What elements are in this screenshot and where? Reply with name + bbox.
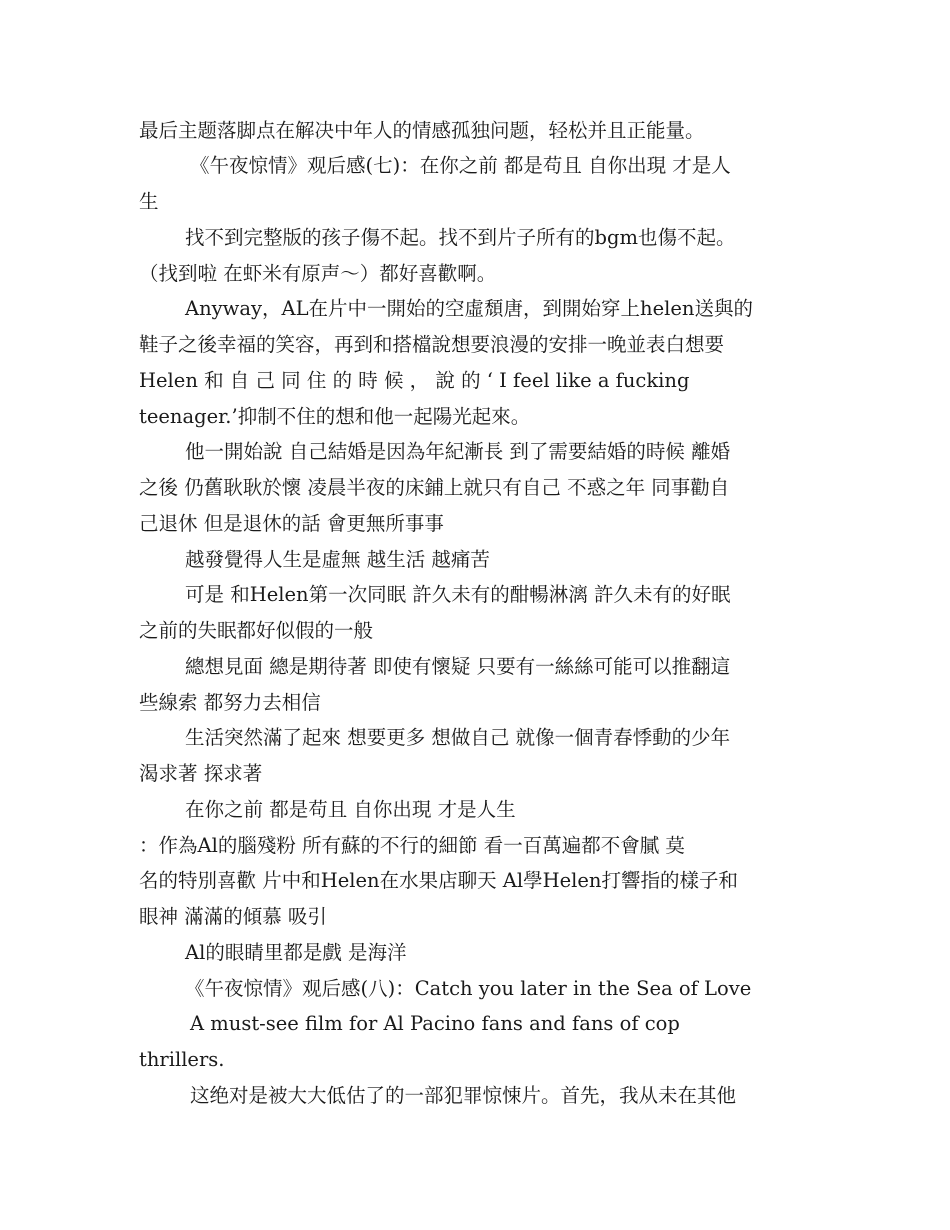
text-line: 他一開始說 自己結婚是因為年紀漸長 到了需要結婚的時候 離婚 [185, 440, 731, 463]
text-line: 之後 仍舊耿耿於懷 凌晨半夜的床鋪上就只有自己 不惑之年 同事勸自 [139, 476, 730, 499]
section-heading-seven: 《午夜惊情》观后感(七)：在你之前 都是苟且 自你出現 才是人 [190, 154, 731, 177]
text-line: 名的特別喜歡 片中和Helen在水果店聊天 Al學Helen打響指的樣子和 [139, 869, 738, 892]
text-line: 最后主题落脚点在解决中年人的情感孤独问题，轻松并且正能量。 [139, 119, 705, 142]
text-line: A must-see film for Al Pacino fans and fans of cop [190, 1012, 680, 1035]
text-line: 越發覺得人生是虛無 越生活 越痛苦 [185, 548, 490, 571]
text-line: 總想見面 總是期待著 即使有懷疑 只要有一絲絲可能可以推翻這 [185, 655, 731, 678]
text-line: （找到啦 在虾米有原声～）都好喜歡啊。 [139, 262, 497, 285]
text-line: 可是 和Helen第一次同眠 許久未有的酣暢淋漓 許久未有的好眠 [185, 583, 731, 606]
text-line: 己退休 但是退休的話 會更無所事事 [139, 512, 444, 535]
text-line: 眼神 滿滿的傾慕 吸引 [139, 905, 327, 928]
text-line: 鞋子之後幸福的笑容，再到和搭檔說想要浪漫的安排一晚並表白想要 [139, 333, 725, 356]
text-line: 生活突然滿了起來 想要更多 想做自己 就像一個青春悸動的少年 [185, 726, 731, 749]
text-line: 生 [139, 190, 159, 213]
text-line: 这绝对是被大大低估了的一部犯罪惊悚片。首先，我从未在其他 [190, 1084, 737, 1107]
text-line: 些線索 都努力去相信 [139, 691, 321, 714]
text-line: 渴求著 探求著 [139, 762, 263, 785]
text-line: Helen 和 自 己 同 住 的 時 候 ， 說 的 ‘ I feel like a fucking [139, 369, 690, 392]
text-line: 之前的失眠都好似假的一般 [139, 619, 374, 642]
section-heading-eight: 《午夜惊情》观后感(八)：Catch you later in the Sea of Love [185, 977, 752, 1000]
text-line: Al的眼睛里都是戲 是海洋 [185, 941, 407, 964]
text-line: ：作為Al的腦殘粉 所有蘇的不行的細節 看一百萬遍都不會膩 莫 [139, 834, 685, 857]
text-line: thrillers. [139, 1048, 225, 1071]
text-line: teenager.’抑制不住的想和他一起陽光起來。 [139, 405, 531, 428]
text-line: Anyway，AL在片中一開始的空虛頹唐，到開始穿上helen送與的 [185, 297, 753, 320]
text-line: 找不到完整版的孩子傷不起。找不到片子所有的bgm也傷不起。 [185, 226, 736, 249]
text-line: 在你之前 都是苟且 自你出現 才是人生 [185, 798, 516, 821]
